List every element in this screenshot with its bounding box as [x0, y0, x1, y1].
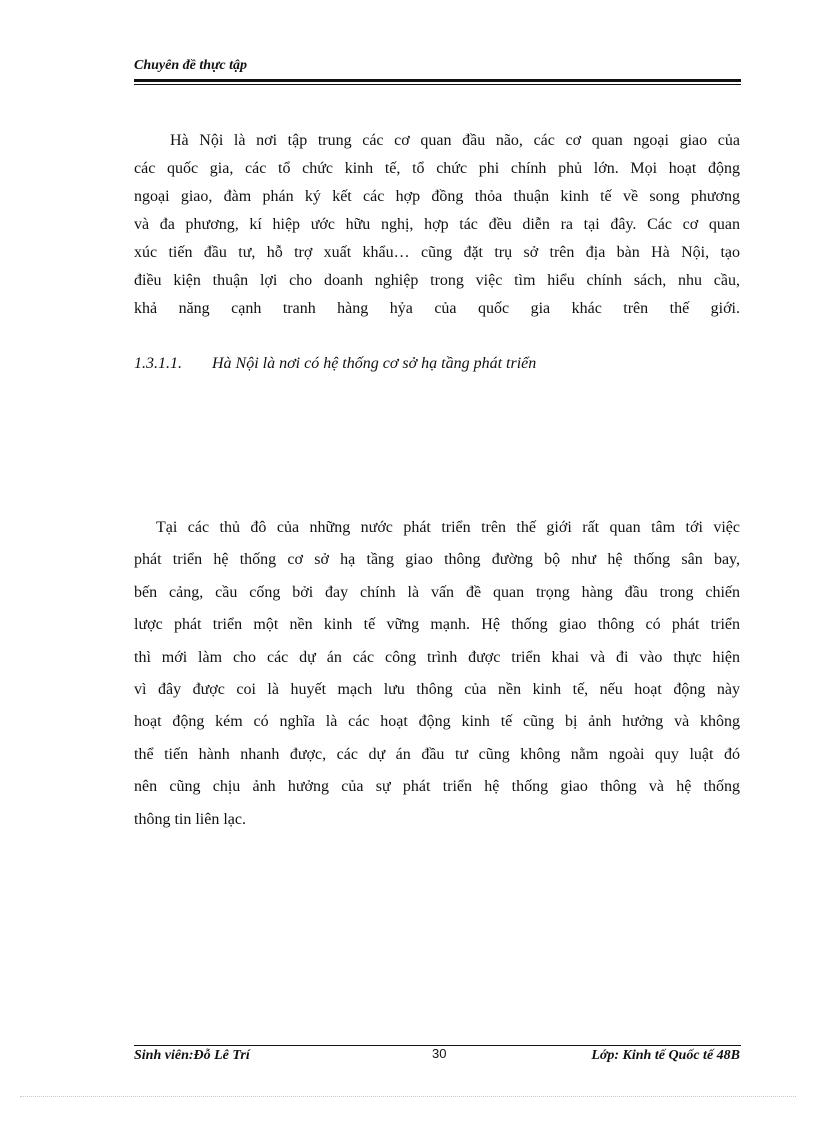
paragraph-line: điều kiện thuận lợi cho doanh nghiệp trong việc tìm hiểu chính sách, nhu cầu, [134, 272, 740, 289]
paragraph-line: lược phát triển một nền kinh tế vững mạnh. Hệ thống giao thông có phát triển [134, 616, 740, 634]
paragraph-line: hoạt động kém có nghĩa là các hoạt động kinh tế cũng bị ảnh hưởng và không [134, 713, 740, 731]
footer-class: Lớp: Kinh tế Quốc tế 48B [591, 1048, 740, 1063]
header-rule-thick [134, 79, 741, 82]
section-title: Hà Nội là nơi có hệ thống cơ sở hạ tầng phát triển [212, 355, 537, 372]
paragraph-line: thể tiến hành nhanh được, các dự án đầu tư cũng không nằm ngoài quy luật đó [134, 745, 740, 763]
paragraph-hanoi-institutions [134, 127, 740, 323]
paragraph-line: ngoại giao, đàm phán ký kết các hợp đồng thỏa thuận kinh tế về song phương [134, 188, 740, 205]
paragraph-line: và đa phương, kí hiệp ước hữu nghị, hợp tác đều diễn ra tại đây. Các cơ quan [134, 216, 740, 233]
section-number: 1.3.1.1. [134, 355, 182, 372]
paragraph-line: Tại các thủ đô của những nước phát triển trên thế giới rất quan tâm tới việc [156, 519, 740, 536]
header-title: Chuyên đề thực tập [134, 58, 248, 73]
paragraph-line: Hà Nội là nơi tập trung các cơ quan đầu não, các cơ quan ngoại giao của [170, 132, 740, 149]
paragraph-line: khả năng cạnh tranh hàng hỷa của quốc gia khác trên thế giới. [134, 300, 740, 317]
paragraph-line: thì mới làm cho các dự án các công trình được triển khai và đi vào thực hiện [134, 648, 740, 666]
section-heading [134, 355, 536, 373]
paragraph-line: phát triển hệ thống cơ sở hạ tầng giao thông đường bộ như hệ thống sân bay, [134, 551, 740, 569]
paragraph-line: nên cũng chịu ảnh hưởng của sự phát triển hệ thống giao thông và hệ thống [134, 778, 740, 796]
paragraph-infrastructure [134, 512, 740, 836]
paragraph-line: xúc tiến đầu tư, hỗ trợ xuất khẩu… cũng đặt trụ sở trên địa bàn Hà Nội, tạo [134, 244, 740, 261]
footer-student: Sinh viên:Đỗ Lê Trí [134, 1048, 250, 1063]
paragraph-line: vì đây được coi là huyết mạch lưu thông của nền kinh tế, nếu hoạt động này [134, 681, 740, 699]
paragraph-line: bến cảng, cầu cống bởi đay chính là vấn đề quan trọng hàng đầu trong chiến [134, 583, 740, 601]
page-boundary [20, 1096, 796, 1097]
paragraph-line: thông tin liên lạc. [134, 810, 246, 828]
header-rule-thin [134, 84, 741, 85]
paragraph-line: các quốc gia, các tổ chức kinh tế, tổ chức phi chính phủ lớn. Mọi hoạt động [134, 160, 740, 177]
page-number: 30 [432, 1046, 447, 1061]
